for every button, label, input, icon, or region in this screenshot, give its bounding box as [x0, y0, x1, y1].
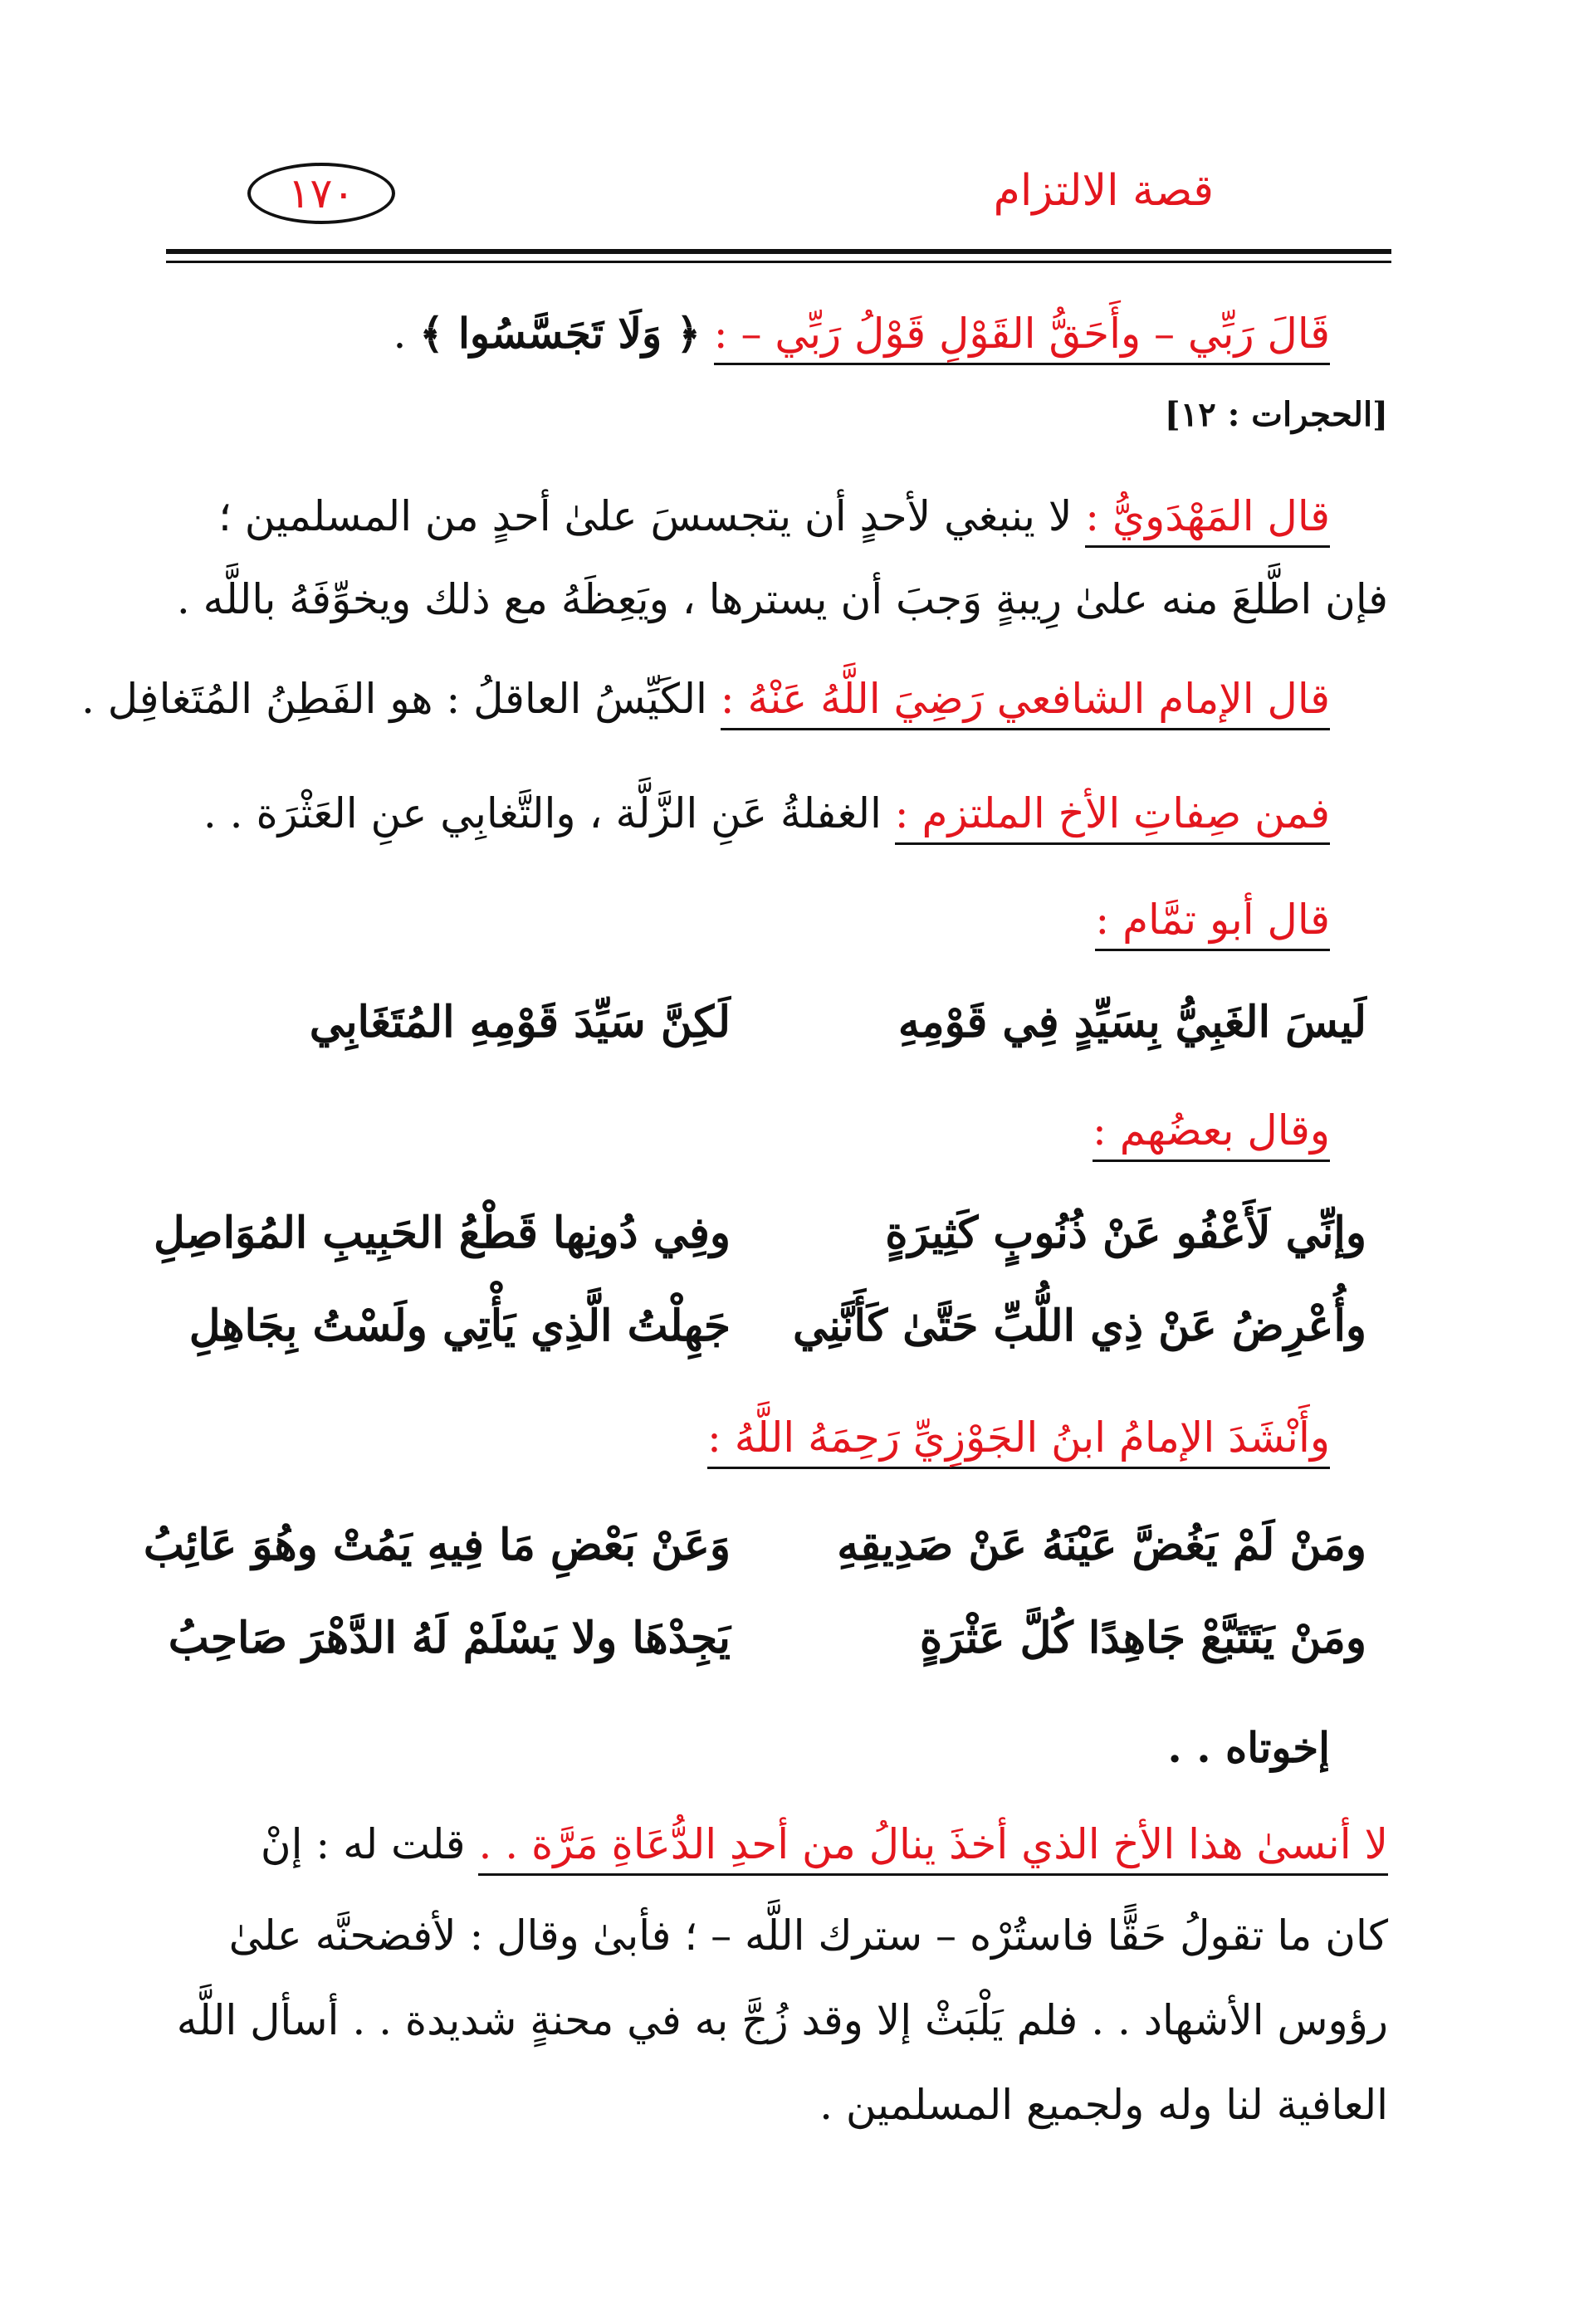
- verse-first-hemistich: ومَنْ يَتَتَبَّعْ جَاهِدًا كُلَّ عَثْرَةٍ: [919, 1613, 1366, 1663]
- story-line-4: [819, 2070, 1388, 2140]
- page-number: ١٧٠: [287, 169, 355, 217]
- quran-line: [393, 299, 1330, 369]
- abu-tammam-label-line: [1095, 885, 1330, 954]
- quran-verse: ﴿ وَلَا تَجَسَّسُوا ﴾: [419, 309, 701, 358]
- verse-first-hemistich: وأُعْرِضُ عَنْ ذِي اللُّبِّ حَتَّىٰ كَأَنَّنِي: [793, 1301, 1366, 1351]
- story-line-1: [261, 1809, 1388, 1879]
- book-title: قصة الالتزام: [993, 166, 1214, 216]
- traits-line: [203, 779, 1330, 848]
- brothers-line: [1167, 1713, 1330, 1783]
- verse-second-hemistich: وفِي دُونِها قَطْعُ الحَبِيبِ المُوَاصِلِ: [154, 1208, 731, 1258]
- quran-end: .: [393, 310, 407, 358]
- shafii-label: قال الإمام الشافعي رَضِيَ اللَّهُ عَنْهُ :: [721, 675, 1330, 730]
- mahdawi-line-1: [218, 481, 1330, 551]
- story-red-text: لا أنسىٰ هذا الأخ الذي أخذَ ينالُ من أحدِ الدُّعَاةِ مَرَّة . .: [478, 1820, 1388, 1876]
- story-text-2: كان ما تقولُ حَقًّا فاستُرْه – سترك اللَّه – ؛ فأبىٰ وقال : لأفضحنَّه علىٰ: [228, 1911, 1388, 1960]
- story-line-2: [229, 1901, 1388, 1970]
- verse-second-hemistich: جَهِلْتُ الَّذِي يَأْتِي ولَسْتُ بِجَاهِلِ: [188, 1301, 731, 1351]
- traits-label: فمن صِفاتِ الأخ الملتزم :: [895, 789, 1330, 845]
- some-label-line: [1093, 1096, 1330, 1165]
- some-label: وقال بعضُهم :: [1093, 1106, 1330, 1162]
- verse-second-hemistich: يَجِدْهَا ولا يَسْلَمْ لَهُ الدَّهْرَ صَاحِبُ: [168, 1613, 731, 1663]
- shafii-line: [81, 664, 1330, 734]
- ibn-jawzi-label-line: [707, 1403, 1330, 1472]
- brothers-text: إخوتاه . .: [1167, 1723, 1330, 1772]
- header-rule-thick: [166, 249, 1391, 254]
- verse-first-hemistich: وإنِّي لَأَعْفُو عَنْ ذُنُوبٍ كَثِيرَةٍ: [885, 1208, 1366, 1258]
- shafii-text: الكَيِّسُ العاقلُ : هو الفَطِنُ المُتَغافِل .: [81, 675, 707, 723]
- story-line-1-tail: قلت له : إنْ: [260, 1820, 466, 1868]
- mahdawi-text-1: لا ينبغي لأحدٍ أن يتجسسَ علىٰ أحدٍ من المسلمين ؛: [218, 492, 1073, 540]
- verse-first-hemistich: لَيسَ الغَبِيُّ بِسَيِّدٍ فِي قَوْمِهِ: [897, 997, 1366, 1047]
- story-text-3: رؤوس الأشهاد . . فلم يَلْبَثْ إلا وقد زُجَّ به في محنةٍ شديدة . . أسأل اللَّه: [176, 1996, 1388, 2044]
- quran-reference: [الحجرات : ١٢]: [1164, 395, 1388, 434]
- story-line-3: [177, 1985, 1388, 2055]
- verse-second-hemistich: وَعَنْ بَعْضِ مَا فِيهِ يَمُتْ وهُوَ عَائِبُ: [143, 1520, 731, 1570]
- abu-tammam-label: قال أبو تمَّام :: [1095, 896, 1330, 951]
- quran-lead: قَالَ رَبِّي – وأَحَقُّ القَوْلِ قَوْلُ رَبِّي – :: [714, 310, 1330, 365]
- traits-text: الغفلةُ عَنِ الزَّلَّة ، والتَّغابِي عنِ العَثْرَة . .: [203, 789, 882, 837]
- verse-first-hemistich: ومَنْ لَمْ يَغُضَّ عَيْنَهُ عَنْ صَدِيقِهِ: [837, 1520, 1366, 1570]
- story-text-4: العافية لنا وله ولجميع المسلمين .: [819, 2081, 1388, 2129]
- mahdawi-line-2: [177, 564, 1388, 634]
- ibn-jawzi-label: وأَنْشَدَ الإمامُ ابنُ الجَوْزِيِّ رَحِمَهُ اللَّهُ :: [707, 1413, 1330, 1469]
- header-rule-thin: [166, 261, 1391, 263]
- verse-second-hemistich: لَكِنَّ سَيِّدَ قَوْمِهِ المُتَغَابِي: [309, 997, 731, 1047]
- mahdawi-label: قال المَهْدَويُّ :: [1085, 492, 1330, 548]
- page-number-badge: [247, 163, 395, 224]
- mahdawi-text-2: فإن اطَّلعَ منه علىٰ رِيبةٍ وَجبَ أن يسترها ، ويَعِظَهُ مع ذلك ويخوِّفَهُ باللَّه .: [176, 575, 1388, 623]
